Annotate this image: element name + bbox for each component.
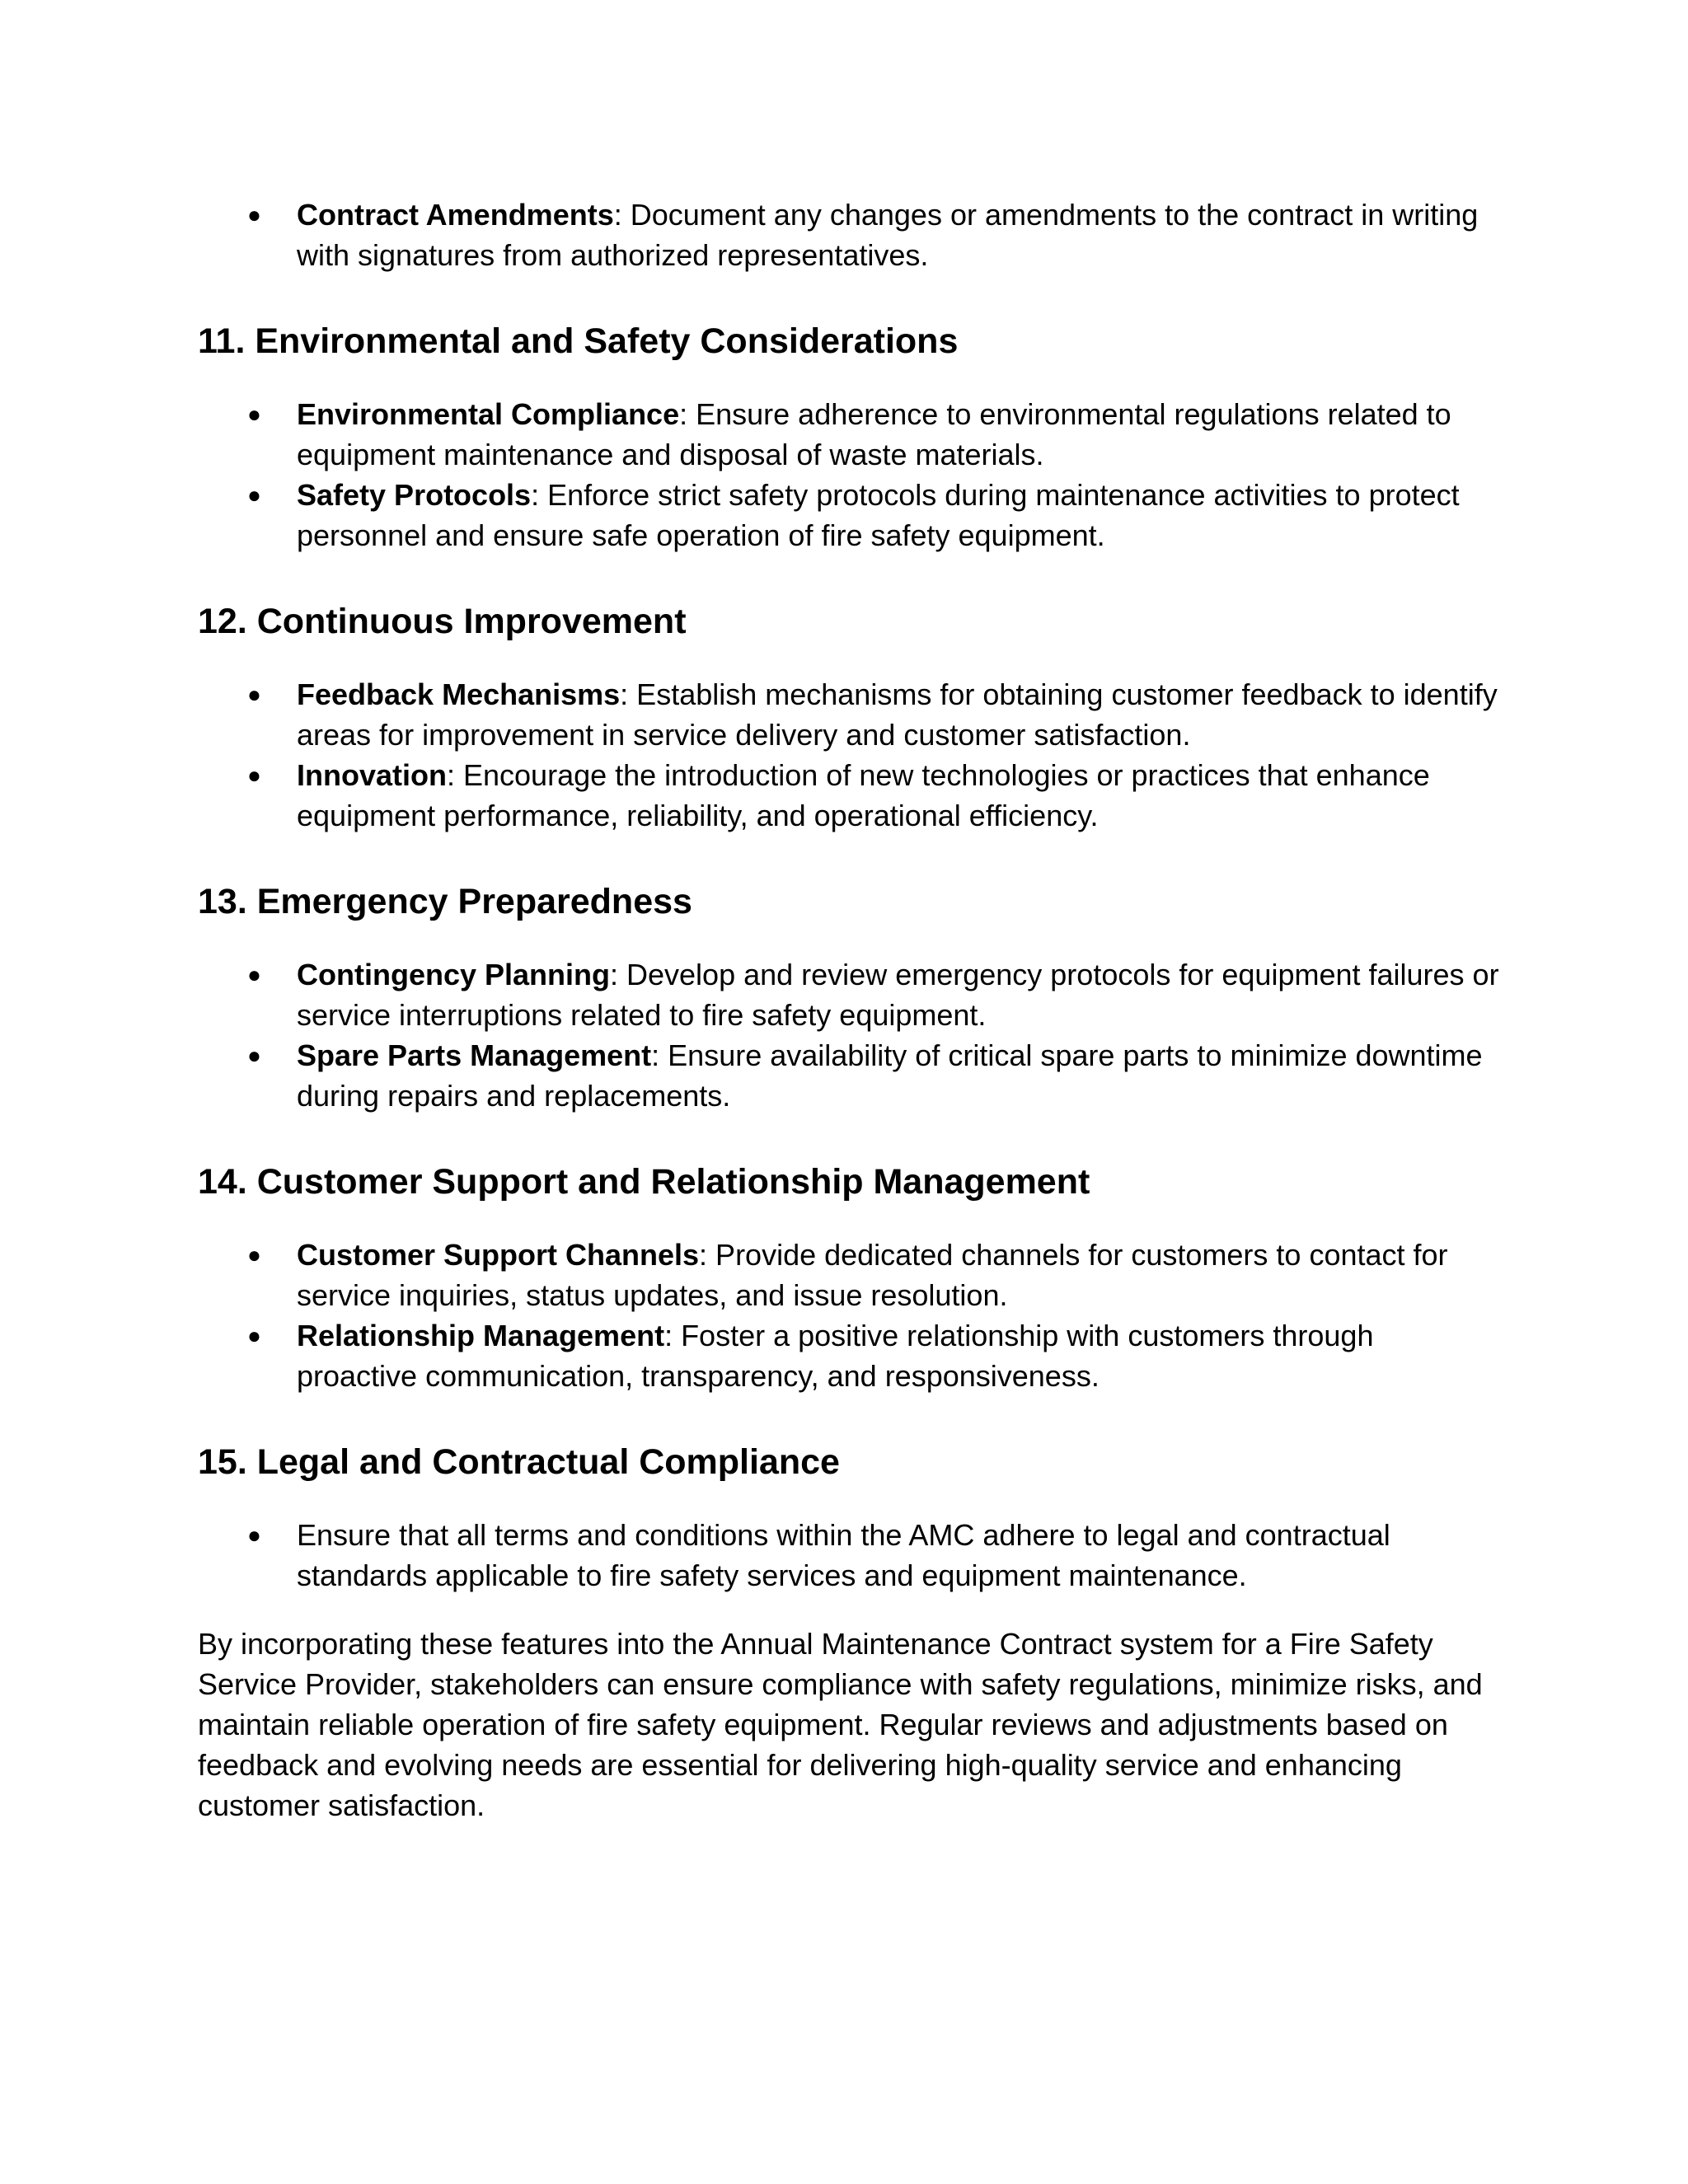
bullet-icon: ●: [247, 482, 261, 508]
item-text: : Encourage the introduction of new technologies or practices that enhance equipment performance, reliability, and operational efficiency.: [297, 758, 1430, 832]
section-heading: 13. Emergency Preparedness: [198, 882, 692, 921]
section-bullet-list: [198, 954, 1500, 1116]
list-item: [198, 1235, 1500, 1315]
item-text: : Ensure availability of critical spare parts to minimize downtime during repairs and replacements.: [297, 1038, 1483, 1113]
item-term: Contract Amendments: [297, 198, 614, 232]
bullet-icon: ●: [247, 682, 261, 707]
list-item: [198, 194, 1500, 275]
item-term: Feedback Mechanisms: [297, 677, 621, 711]
item-text: : Provide dedicated channels for customers to contact for service inquiries, status updates, and issue resolution.: [297, 1238, 1448, 1312]
section-bullet-list: [198, 1235, 1500, 1396]
list-item: [198, 1315, 1500, 1396]
item-term: Environmental Compliance: [297, 397, 680, 431]
item-term: Contingency Planning: [297, 958, 611, 991]
list-item: [198, 954, 1500, 1035]
item-term: Safety Protocols: [297, 478, 532, 512]
intro-bullet-list: [198, 194, 1500, 275]
bullet-icon: ●: [247, 202, 261, 227]
item-text: : Establish mechanisms for obtaining customer feedback to identify areas for improvement in service delivery and customer satisfaction.: [297, 677, 1498, 752]
bullet-icon: ●: [247, 1323, 261, 1348]
section-heading: 14. Customer Support and Relationship Management: [198, 1162, 1090, 1202]
section-heading: 11. Environmental and Safety Considerations: [198, 321, 959, 361]
list-item: [198, 394, 1500, 475]
section-bullet-list: [198, 1515, 1500, 1596]
item-text: : Ensure adherence to environmental regulations related to equipment maintenance and disposal of waste materials.: [297, 397, 1451, 471]
list-item: [198, 1515, 1500, 1596]
bullet-icon: ●: [247, 762, 261, 788]
item-text: : Foster a positive relationship with customers through proactive communication, transparency, and responsiveness.: [297, 1319, 1374, 1393]
section-heading: 12. Continuous Improvement: [198, 602, 687, 641]
bullet-icon: ●: [247, 962, 261, 987]
item-text: : Enforce strict safety protocols during maintenance activities to protect personnel and ensure safe operation of fire safety equipment.: [297, 478, 1460, 552]
list-item: [198, 674, 1500, 755]
section-heading: 15. Legal and Contractual Compliance: [198, 1442, 840, 1482]
list-item: [198, 755, 1500, 836]
item-term: Spare Parts Management: [297, 1038, 652, 1072]
bullet-icon: ●: [247, 1242, 261, 1268]
bullet-icon: ●: [247, 401, 261, 427]
bullet-icon: ●: [247, 1522, 261, 1548]
item-text: : Document any changes or amendments to the contract in writing with signatures from authorized representatives.: [297, 198, 1479, 272]
document-page: [198, 194, 1500, 1855]
item-term: Relationship Management: [297, 1319, 665, 1352]
item-text: : Develop and review emergency protocols for equipment failures or service interruptions related to fire safety equipment.: [297, 958, 1499, 1032]
item-term: Innovation: [297, 758, 447, 792]
section-bullet-list: [198, 674, 1500, 836]
item-text: Ensure that all terms and conditions within the AMC adhere to legal and contractual standards applicable to fire safety services and equipment maintenance.: [297, 1518, 1390, 1592]
conclusion-paragraph: By incorporating these features into the Annual Maintenance Contract system for a Fire Safety Service Provider, stakeholders can ensure compliance with safety regulations, minimize risks, and maintain reliable operation of fire safety equipment. Regular reviews and adjustments based on feedback and evolving needs are essential for delivering high-quality service and enhancing customer satisfaction.: [198, 1627, 1483, 1822]
list-item: [198, 475, 1500, 555]
list-item: [198, 1035, 1500, 1116]
section-bullet-list: [198, 394, 1500, 555]
item-term: Customer Support Channels: [297, 1238, 700, 1272]
bullet-icon: ●: [247, 1043, 261, 1068]
